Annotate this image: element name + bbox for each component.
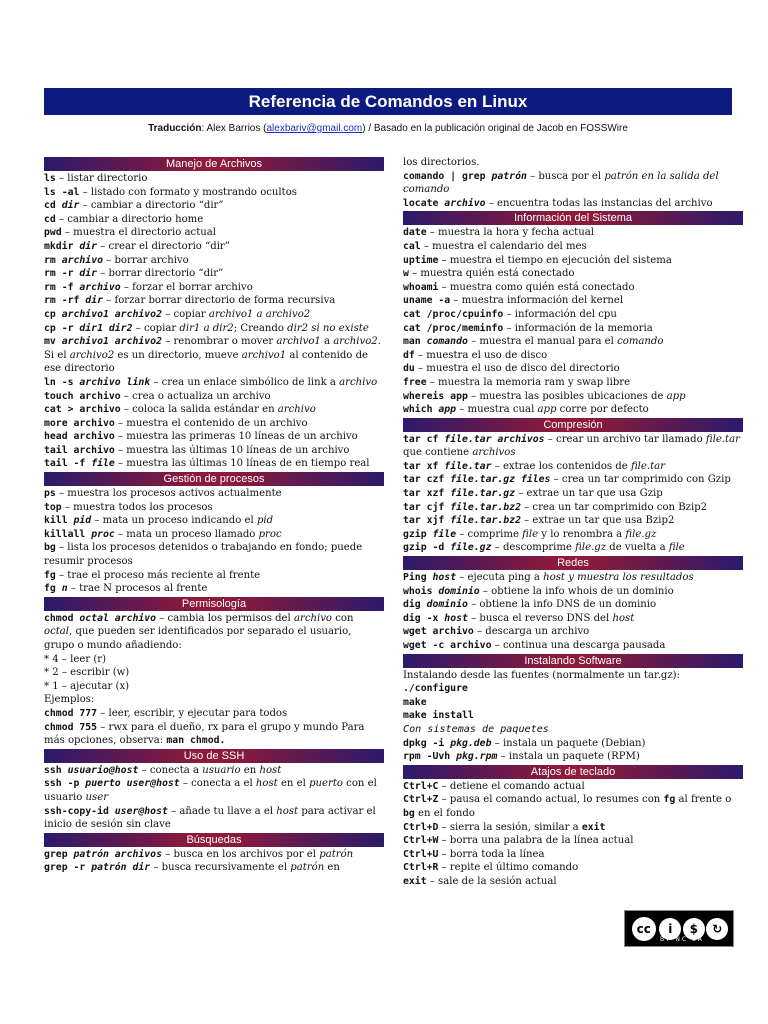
entry: dig dominio – obtiene la info DNS de un dominio: [403, 599, 657, 611]
section-archivos: Manejo de Archivos: [44, 157, 384, 171]
entry: dpkg -i pkg.deb – instala un paquete (Debian): [403, 737, 646, 749]
entry: mv archivo1 archivo2 – renombrar o mover archivo1 a archivo2. Si el archivo2 es un directorio, mueve archivo1 al contenido de ese directorio: [44, 336, 381, 375]
entry: free – muestra la memoria ram y swap libre: [403, 376, 631, 388]
entry: fg n – trae N procesos al frente: [44, 583, 208, 595]
entry: chmod 777 – leer, escribir, y ejecutar para todos: [44, 707, 288, 719]
entry: Instalando desde las fuentes (normalmente un tar.gz):: [403, 669, 681, 681]
entry: los directorios.: [403, 157, 480, 168]
entry: rm -f archivo – forzar el borrar archivo: [44, 281, 253, 293]
entry: cd dir – cambiar a directorio “dir”: [44, 200, 224, 212]
entry: locate archivo – encuentra todas las instancias del archivo: [403, 197, 713, 209]
entry: ./configure: [403, 683, 468, 695]
entry: tar xjf file.tar.bz2 – extrae un tar que usa Bzip2: [403, 515, 675, 527]
entry: Ejemplos:: [44, 694, 95, 706]
email-link[interactable]: alexbariv@gmail.com: [266, 123, 363, 134]
entry: chmod 755 – rwx para el dueño, rx para el grupo y mundo Para más opciones, observa: man chmod.: [44, 721, 365, 747]
entry: cal – muestra el calendario del mes: [403, 240, 587, 252]
cc-icon: cc: [630, 915, 658, 943]
entry: cat /proc/meminfo – información de la memoria: [403, 322, 653, 334]
cc-labels: BY NC SA: [660, 936, 704, 943]
entry: mkdir dir – crear el directorio “dir”: [44, 240, 230, 252]
entry: tar czf file.tar.gz files – crea un tar comprimido con Gzip: [403, 474, 731, 486]
entry: tail -f file – muestra las últimas 10 líneas de en tiempo real: [44, 458, 370, 470]
entry: Ctrl+R – repite el último comando: [403, 862, 579, 874]
entry: Ctrl+D – sierra la sesión, similar a exit: [403, 821, 606, 833]
entry: pwd – muestra el directorio actual: [44, 227, 216, 239]
section-atajos: Atajos de teclado: [403, 765, 743, 779]
entry: date – muestra la hora y fecha actual: [403, 227, 594, 239]
entry: ssh usuario@host – conecta a usuario en host: [44, 764, 282, 776]
left-column: [44, 156, 384, 875]
entry: tar cf file.tar archivos – crear un archivo tar llamado file.tar que contiene archivos: [403, 433, 740, 459]
entry: * 2 – escribir (w): [44, 667, 130, 679]
entry: rm -rf dir – forzar borrar directorio de forma recursiva: [44, 295, 336, 307]
entry: rm archivo – borrar archivo: [44, 254, 189, 266]
entry: ssh -p puerto user@host – conecta a el host en el puerto con el usuario user: [44, 778, 377, 803]
entry: Ctrl+Z – pausa el comando actual, lo resumes con fg al frente o bg en el fondo: [403, 794, 732, 819]
entry: du – muestra el uso de disco del directorio: [403, 363, 620, 375]
entry: tar xzf file.tar.gz – extrae un tar que usa Gzip: [403, 488, 663, 500]
entry: tar xf file.tar – extrae los contenidos de file.tar: [403, 460, 665, 472]
entry: df – muestra el uso de disco: [403, 349, 548, 361]
entry: wget -c archivo – continua una descarga pausada: [403, 640, 666, 651]
entry: Ctrl+C – detiene el comando actual: [403, 780, 585, 792]
section-instalando: Instalando Software: [403, 654, 743, 668]
entry: make install: [403, 710, 474, 722]
subtitle: [44, 122, 732, 135]
entry: Ctrl+U – borra toda la línea: [403, 848, 545, 860]
section-busquedas: Búsquedas: [44, 833, 384, 847]
section-compresion: Compresión: [403, 418, 743, 432]
entry: Ctrl+W – borra una palabra de la línea actual: [403, 835, 634, 847]
subtitle-label: Traducción: [148, 123, 202, 134]
entry: whois dominio – obtiene la info whois de un dominio: [403, 585, 674, 597]
entry: top – muestra todos los procesos: [44, 501, 213, 513]
by-icon: i: [659, 918, 681, 940]
section-sistema: Información del Sistema: [403, 211, 743, 225]
entry: * 1 – ajecutar (x): [44, 680, 130, 692]
subtitle-translator: : Alex Barrios (: [201, 123, 267, 134]
entry: man comando – muestra el manual para el comando: [403, 336, 664, 348]
section-ssh: Uso de SSH: [44, 749, 384, 763]
entry: cp -r dir1 dir2 – copiar dir1 a dir2; Creando dir2 si no existe: [44, 322, 369, 334]
entry: dig -x host – busca el reverso DNS del host: [403, 612, 635, 624]
entry: gzip -d file.gz – descomprime file.gz de vuelta a file: [403, 542, 685, 554]
page-title: Referencia de Comandos en Linux: [44, 88, 732, 115]
entry: grep -r patrón dir – busca recursivamente el patrón en: [44, 862, 340, 874]
entry: chmod octal archivo – cambia los permisos del archivo con octal, que pueden ser identificados por separado el usuario, grupo o mundo añadiendo:: [44, 612, 354, 651]
entry: ls -al – listado con formato y mostrando ocultos: [44, 186, 297, 198]
entry: ssh-copy-id user@host – añade tu llave a el host para activar el inicio de sesión sin clave: [44, 805, 376, 831]
nc-icon: $: [683, 918, 705, 940]
entry: Ping host – ejecuta ping a host y muestra los resultados: [403, 572, 694, 584]
entry: grep patrón archivos – busca en los archivos por el patrón: [44, 848, 354, 860]
entry: bg – lista los procesos detenidos o trabajando en fondo; puede resumir procesos: [44, 542, 363, 568]
entry: cp archivo1 archivo2 – copiar archivo1 a archivo2: [44, 308, 311, 320]
entry: killall proc – mata un proceso llamado proc: [44, 528, 282, 540]
section-redes: Redes: [403, 556, 743, 570]
entry: rm -r dir – borrar directorio “dir”: [44, 268, 224, 280]
section-permisos: Permisología: [44, 597, 384, 611]
entry: comando | grep patrón – busca por el patrón en la salida del comando: [403, 170, 719, 196]
entry: touch archivo – crea o actualiza un archivo: [44, 390, 271, 402]
entry: uptime – muestra el tiempo en ejecución del sistema: [403, 254, 672, 266]
entry: cat /proc/cpuinfo – información del cpu: [403, 308, 617, 320]
entry: make: [403, 696, 427, 708]
entry: ln -s archivo link – crea un enlace simbólico de link a archivo: [44, 376, 378, 388]
entry: wget archivo – descarga un archivo: [403, 626, 590, 638]
subtitle-rest: ) / Basado en la publicación original de Jacob en FOSSWire: [362, 123, 628, 134]
entry: whereis app – muestra las posibles ubicaciones de app: [403, 390, 686, 402]
right-column: [403, 156, 743, 889]
section-procesos: Gestión de procesos: [44, 472, 384, 486]
entry: cat > archivo – coloca la salida estándar en archivo: [44, 404, 316, 416]
entry: more archivo – muestra el contenido de un archivo: [44, 417, 308, 429]
entry: ps – muestra los procesos activos actualmente: [44, 488, 282, 500]
entry: cd – cambiar a directorio home: [44, 213, 204, 225]
entry: rpm -Uvh pkg.rpm – instala un paquete (RPM): [403, 751, 640, 763]
entry: fg – trae el proceso más reciente al frente: [44, 569, 261, 581]
entry: tail archivo – muestra las últimas 10 líneas de un archivo: [44, 444, 350, 456]
entry: which app – muestra cual app corre por defecto: [403, 404, 649, 416]
entry: w – muestra quién está conectado: [403, 268, 575, 280]
entry: * 4 – leer (r): [44, 653, 107, 665]
entry: exit – sale de la sesión actual: [403, 875, 557, 887]
entry: gzip file – comprime file y lo renombra a file.gz: [403, 528, 657, 540]
entry: uname -a – muestra información del kernel: [403, 295, 624, 307]
entry: Con sistemas de paquetes: [403, 723, 549, 735]
sa-icon: ↻: [706, 918, 728, 940]
entry: tar cjf file.tar.bz2 – crea un tar comprimido con Bzip2: [403, 501, 708, 513]
entry: whoami – muestra como quién está conectado: [403, 281, 635, 293]
entry: ls – listar directorio: [44, 173, 148, 184]
entry: head archivo – muestra las primeras 10 líneas de un archivo: [44, 431, 358, 443]
entry: kill pid – mata un proceso indicando el pid: [44, 515, 274, 527]
